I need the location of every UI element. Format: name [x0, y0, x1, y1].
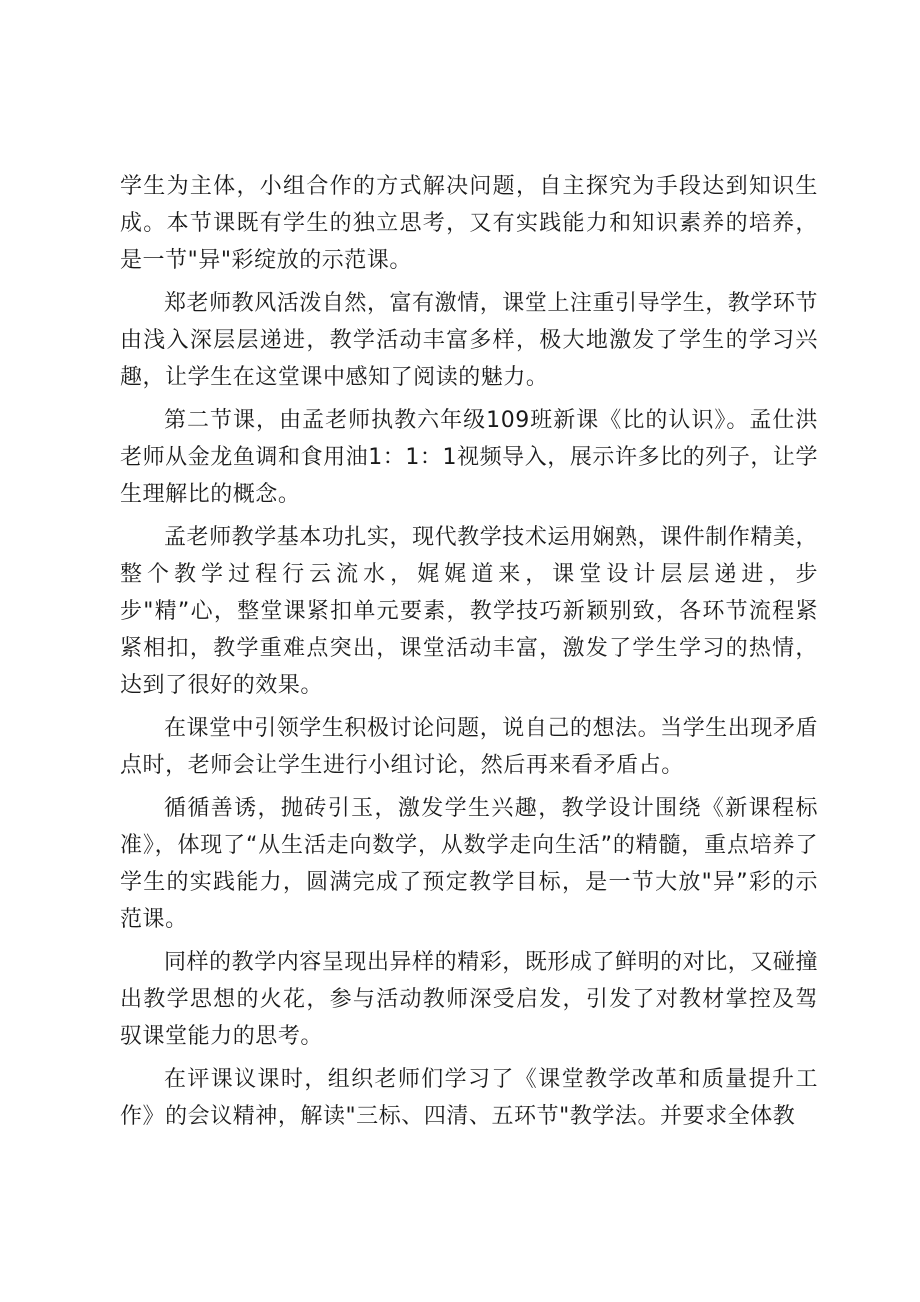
- paragraph-7: 同样的教学内容呈现出异样的精彩，既形成了鲜明的对比，又碰撞出教学思想的火花，参与活动教师深受启发，引发了对教材掌控及驾驭课堂能力的思考。: [120, 950, 818, 1049]
- paragraph-5: 在课堂中引领学生积极讨论问题，说自己的想法。当学生出现矛盾点时，老师会让学生进行小组讨论，然后再来看矛盾占。: [120, 716, 818, 778]
- paragraph-1: 学生为主体，小组合作的方式解决问题，自主探究为手段达到知识生成。本节课既有学生的独立思考，又有实践能力和知识素养的培养，是一节"异"彩绽放的示范课。: [120, 174, 818, 273]
- paragraph-8: 在评课议课时，组织老师们学习了《课堂教学改革和质量提升工作》的会议精神，解读"三标、四清、五环节"教学法。并要求全体教: [120, 1067, 818, 1129]
- paragraph-3: 第二节课，由孟老师执教六年级109班新课《比的认识》。孟仕洪老师从金龙鱼调和食用油1：1：1视频导入，展示许多比的列子，让学生理解比的概念。: [120, 408, 818, 507]
- paragraph-6: 循循善诱，抛砖引玉，激发学生兴趣，教学设计围绕《新课程标准》，体现了“从生活走向数学，从数学走向生活”的精髓，重点培养了学生的实践能力，圆满完成了预定教学目标，是一节大放"异”彩的示范课。: [120, 796, 818, 932]
- paragraph-2: 郑老师教风活泼自然，富有激情，课堂上注重引导学生，教学环节由浅入深层层递进，教学活动丰富多样，极大地激发了学生的学习兴趣，让学生在这堂课中感知了阅读的魅力。: [120, 291, 818, 390]
- document-body: [120, 168, 818, 1141]
- paragraph-4: 孟老师教学基本功扎实，现代教学技术运用娴熟，课件制作精美，整个教学过程行云流水，娓娓道来，课堂设计层层递进，步步"精”心，整堂课紧扣单元要素，教学技巧新颖别致，各环节流程紧紧相扣，教学重难点突出，课堂活动丰富，激发了学生学习的热情，达到了很好的效果。: [120, 525, 818, 698]
